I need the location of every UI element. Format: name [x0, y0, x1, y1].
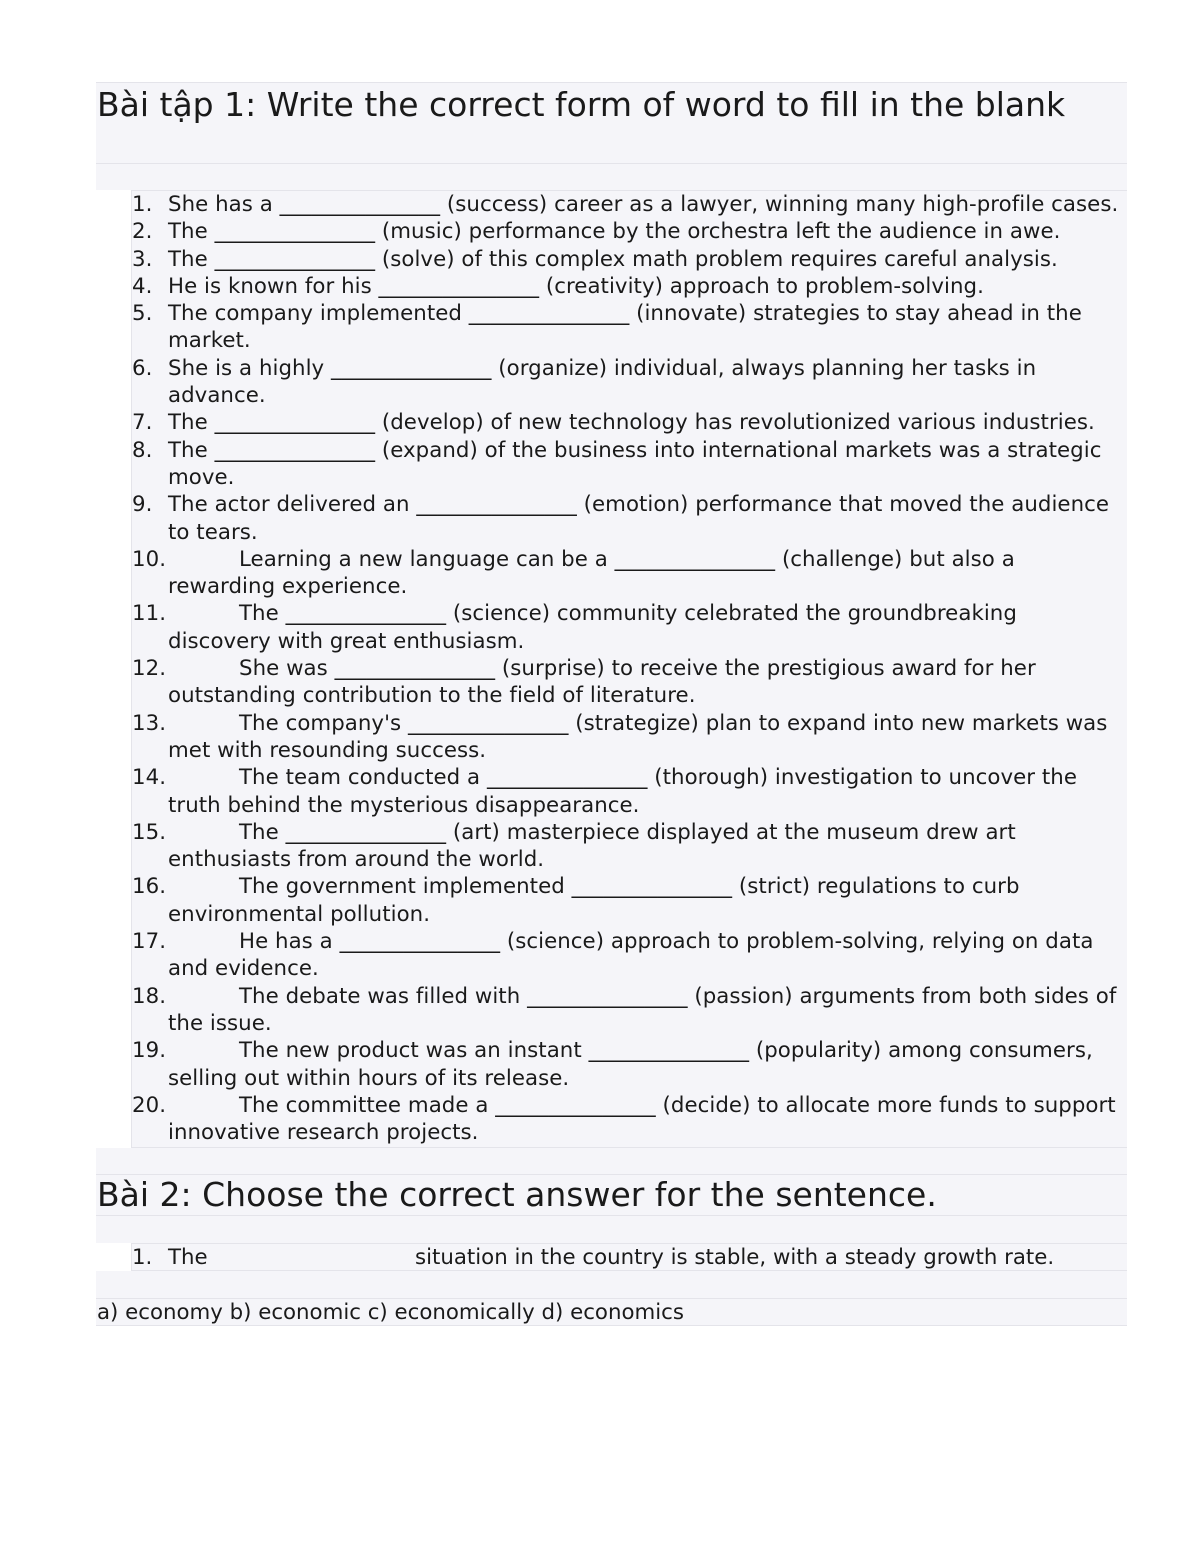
- item-text: He has a _______________ (science) approach to problem-solving, relying on data and evidence.: [168, 929, 1094, 982]
- item-text: The _______________ (science) community celebrated the groundbreaking discovery with great enthusiasm.: [168, 601, 1017, 654]
- item-text: The new product was an instant _______________ (popularity) among consumers, selling out within hours of its release.: [168, 1038, 1093, 1091]
- spacer: [96, 164, 1127, 190]
- list-item: [132, 191, 1121, 218]
- list-item: [132, 300, 1121, 355]
- item-text: The government implemented _______________ (strict) regulations to curb environmental pollution.: [168, 874, 1020, 927]
- item-text: The actor delivered an _______________ (emotion) performance that moved the audience to tears.: [168, 492, 1110, 545]
- list-item: [132, 655, 1121, 710]
- list-item: [132, 409, 1121, 436]
- list-item: [132, 600, 1121, 655]
- item-number: 19.: [132, 1038, 167, 1064]
- item-number: 10.: [132, 546, 167, 572]
- item-number: 7.: [132, 410, 153, 436]
- item-number: 20.: [132, 1092, 167, 1118]
- list-item: [132, 819, 1121, 874]
- item-text: The debate was filled with _______________ (passion) arguments from both sides of the issue.: [168, 983, 1117, 1036]
- item-number: 13.: [132, 710, 167, 736]
- list-item: [132, 1037, 1121, 1092]
- item-text: The team conducted a _______________ (thorough) investigation to uncover the truth behind the mysterious disappearance.: [168, 765, 1077, 818]
- item-text: The _______________ (solve) of this complex math problem requires careful analysis.: [168, 246, 1058, 272]
- item-number: 6.: [132, 355, 153, 381]
- section1-title: Bài tập 1: Write the correct form of word to fill in the blank: [96, 82, 1127, 164]
- item-text: Learning a new language can be a _______________ (challenge) but also a rewarding experience.: [168, 546, 1015, 600]
- item-text: She was _______________ (surprise) to receive the prestigious award for her outstanding contribution to the field of literature.: [168, 656, 1036, 709]
- answer-options: a) economy b) economic c) economically d) economics: [96, 1298, 1127, 1326]
- list-item: [132, 1092, 1121, 1147]
- item-text: She is a highly _______________ (organize) individual, always planning her tasks in advance.: [168, 355, 1037, 409]
- item-number: 18.: [132, 983, 167, 1009]
- list-item: [132, 983, 1121, 1038]
- spacer: [96, 1148, 1127, 1174]
- list-item: [132, 928, 1121, 983]
- list-item: [132, 764, 1121, 819]
- item-number: 16.: [132, 874, 167, 900]
- item-text: He is known for his _______________ (creativity) approach to problem-solving.: [168, 273, 984, 299]
- list-item: [132, 710, 1121, 765]
- item-text: The company implemented _______________ (innovate) strategies to stay ahead in the market.: [168, 301, 1082, 354]
- list-item: [132, 873, 1121, 928]
- item-number: 9.: [132, 492, 153, 518]
- list-item: [132, 273, 1121, 300]
- section2-title: Bài 2: Choose the correct answer for the sentence.: [96, 1174, 1127, 1216]
- item-number: 3.: [132, 246, 153, 272]
- item-number: 8.: [132, 437, 153, 463]
- list-item: [132, 437, 1121, 492]
- item-text: She has a _______________ (success) career as a lawyer, winning many high-profile cases.: [168, 192, 1119, 217]
- list-item: [132, 218, 1121, 245]
- spacer: [96, 1271, 1127, 1298]
- item-text: The _______________ (music) performance by the orchestra left the audience in awe.: [168, 219, 1061, 245]
- question-text-after: situation in the country is stable, with a steady growth rate.: [415, 1245, 1055, 1271]
- item-number: 1.: [132, 192, 153, 217]
- list-item: [132, 246, 1121, 273]
- item-number: 2.: [132, 219, 153, 245]
- question-text-before: The: [168, 1245, 208, 1271]
- spacer: [96, 1216, 1127, 1243]
- item-text: The _______________ (art) masterpiece displayed at the museum drew art enthusiasts from around the world.: [168, 819, 1016, 873]
- item-number: 5.: [132, 301, 153, 327]
- list-item: [132, 546, 1121, 601]
- list-item: [132, 491, 1121, 546]
- item-number: 17.: [132, 929, 167, 955]
- item-text: The committee made a _______________ (decide) to allocate more funds to support innovative research projects.: [168, 1092, 1116, 1146]
- worksheet-page: [96, 82, 1127, 1326]
- question-number: 1.: [132, 1245, 153, 1271]
- item-text: The _______________ (expand) of the business into international markets was a strategic move.: [168, 437, 1102, 490]
- exercise1-list: [131, 190, 1127, 1148]
- item-number: 11.: [132, 601, 167, 627]
- item-text: The _______________ (develop) of new technology has revolutionized various industries.: [168, 410, 1095, 436]
- item-number: 14.: [132, 765, 167, 791]
- item-number: 4.: [132, 273, 153, 299]
- list-item: [132, 355, 1121, 410]
- item-number: 12.: [132, 656, 167, 682]
- item-text: The company's _______________ (strategize) plan to expand into new markets was met with resounding success.: [168, 710, 1108, 763]
- item-number: 15.: [132, 819, 167, 845]
- question-row: [131, 1243, 1127, 1271]
